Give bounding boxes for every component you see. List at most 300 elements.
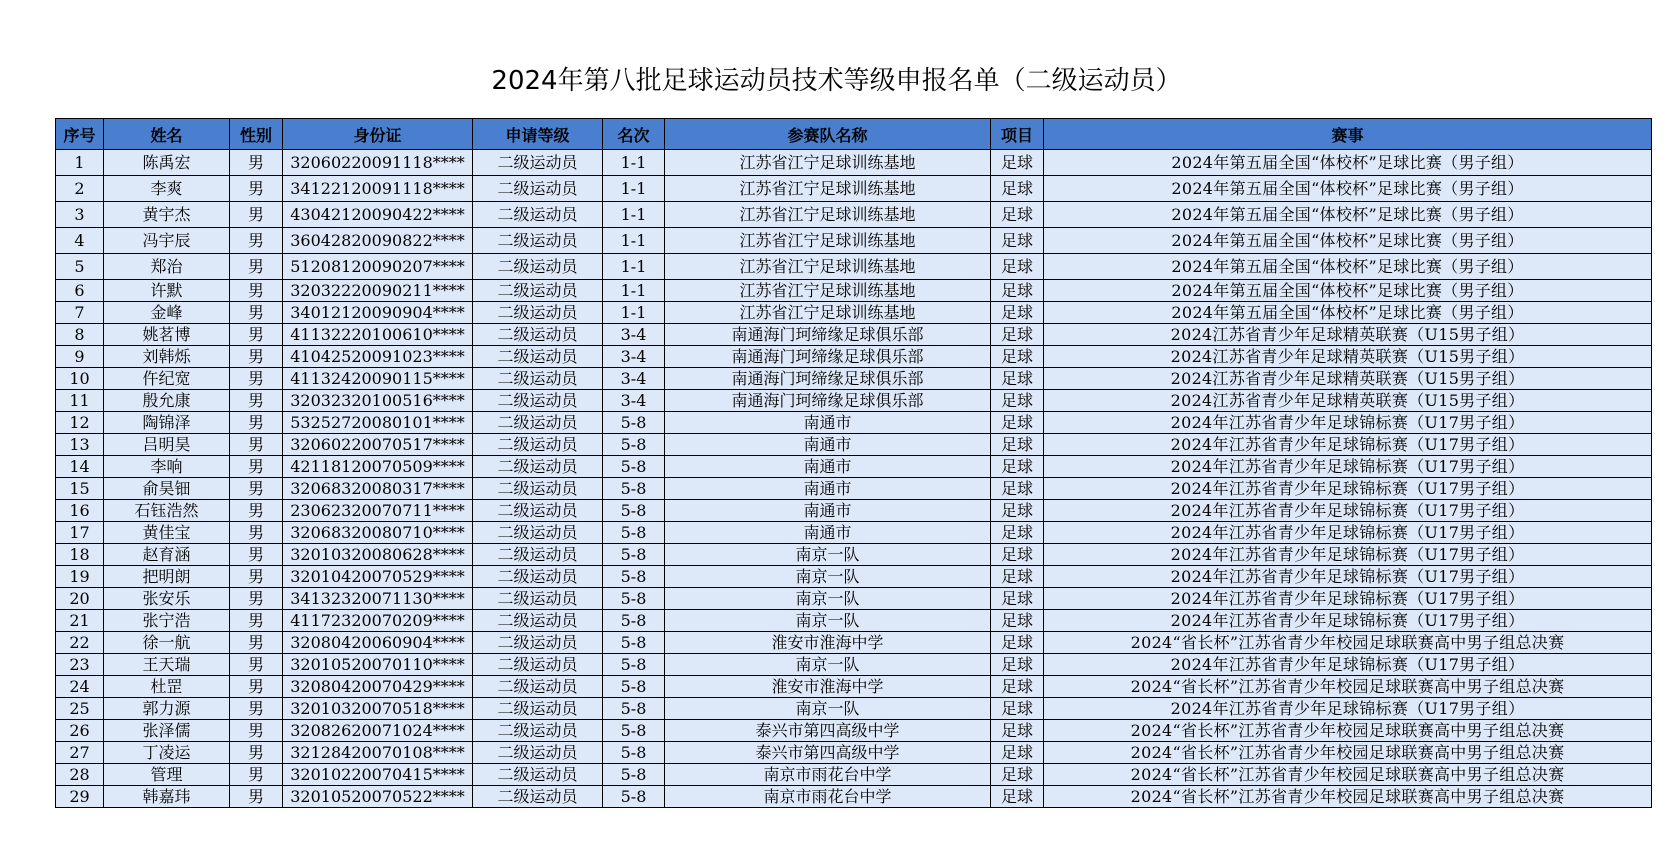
table-row (56, 228, 1652, 254)
cell-index: 3 (56, 202, 104, 228)
cell-rank: 5-8 (603, 654, 665, 676)
cell-event: 2024“省长杯”江苏省青少年校园足球联赛高中男子组总决赛 (1044, 786, 1652, 808)
cell-event: 2024年江苏省青少年足球锦标赛（U17男子组） (1044, 698, 1652, 720)
cell-level: 二级运动员 (473, 280, 603, 302)
cell-gender: 男 (230, 764, 283, 786)
cell-team: 南通市 (665, 500, 991, 522)
cell-name: 石钰浩然 (104, 500, 230, 522)
cell-gender: 男 (230, 280, 283, 302)
cell-team: 南通海门珂缔缘足球俱乐部 (665, 346, 991, 368)
cell-index: 7 (56, 302, 104, 324)
table-row (56, 302, 1652, 324)
cell-level: 二级运动员 (473, 566, 603, 588)
header-rank: 名次 (603, 119, 665, 150)
table-row (56, 150, 1652, 176)
cell-name: 张宁浩 (104, 610, 230, 632)
cell-team: 淮安市淮海中学 (665, 676, 991, 698)
table-row (56, 742, 1652, 764)
cell-sport: 足球 (991, 176, 1044, 202)
cell-name: 俞昊钿 (104, 478, 230, 500)
cell-sport: 足球 (991, 280, 1044, 302)
cell-event: 2024江苏省青少年足球精英联赛（U15男子组） (1044, 368, 1652, 390)
cell-index: 24 (56, 676, 104, 698)
cell-sport: 足球 (991, 346, 1044, 368)
cell-rank: 1-1 (603, 254, 665, 280)
cell-gender: 男 (230, 302, 283, 324)
cell-team: 南京市雨花台中学 (665, 764, 991, 786)
athlete-table (55, 118, 1652, 808)
cell-rank: 3-4 (603, 346, 665, 368)
cell-index: 21 (56, 610, 104, 632)
cell-gender: 男 (230, 566, 283, 588)
cell-name: 殷允康 (104, 390, 230, 412)
cell-name: 管理 (104, 764, 230, 786)
cell-index: 1 (56, 150, 104, 176)
table-row (56, 522, 1652, 544)
cell-level: 二级运动员 (473, 390, 603, 412)
cell-name: 黄宇杰 (104, 202, 230, 228)
cell-team: 南通海门珂缔缘足球俱乐部 (665, 324, 991, 346)
cell-rank: 5-8 (603, 456, 665, 478)
cell-sport: 足球 (991, 302, 1044, 324)
cell-event: 2024年第五届全国“体校杯”足球比赛（男子组） (1044, 176, 1652, 202)
table-row (56, 280, 1652, 302)
cell-name: 把明朗 (104, 566, 230, 588)
cell-gender: 男 (230, 176, 283, 202)
cell-gender: 男 (230, 228, 283, 254)
cell-sport: 足球 (991, 742, 1044, 764)
cell-gender: 男 (230, 632, 283, 654)
cell-name: 陈禹宏 (104, 150, 230, 176)
cell-event: 2024年江苏省青少年足球锦标赛（U17男子组） (1044, 456, 1652, 478)
cell-name: 郭力源 (104, 698, 230, 720)
table-row (56, 456, 1652, 478)
cell-name: 丁凌运 (104, 742, 230, 764)
cell-sport: 足球 (991, 456, 1044, 478)
cell-level: 二级运动员 (473, 522, 603, 544)
cell-rank: 5-8 (603, 720, 665, 742)
table-row (56, 720, 1652, 742)
cell-event: 2024年第五届全国“体校杯”足球比赛（男子组） (1044, 254, 1652, 280)
table-row (56, 610, 1652, 632)
cell-level: 二级运动员 (473, 478, 603, 500)
cell-event: 2024年江苏省青少年足球锦标赛（U17男子组） (1044, 610, 1652, 632)
cell-rank: 5-8 (603, 786, 665, 808)
cell-level: 二级运动员 (473, 720, 603, 742)
cell-team: 南京市雨花台中学 (665, 786, 991, 808)
cell-gender: 男 (230, 346, 283, 368)
cell-name: 李响 (104, 456, 230, 478)
cell-id-number: 43042120090422**** (283, 202, 473, 228)
header-event: 赛事 (1044, 119, 1652, 150)
cell-level: 二级运动员 (473, 412, 603, 434)
cell-gender: 男 (230, 412, 283, 434)
cell-rank: 5-8 (603, 764, 665, 786)
cell-event: 2024年江苏省青少年足球锦标赛（U17男子组） (1044, 654, 1652, 676)
cell-sport: 足球 (991, 202, 1044, 228)
cell-name: 杜罡 (104, 676, 230, 698)
cell-team: 南通市 (665, 456, 991, 478)
cell-level: 二级运动员 (473, 456, 603, 478)
cell-gender: 男 (230, 742, 283, 764)
cell-level: 二级运动员 (473, 610, 603, 632)
cell-rank: 1-1 (603, 176, 665, 202)
cell-gender: 男 (230, 720, 283, 742)
cell-name: 赵育涵 (104, 544, 230, 566)
cell-name: 仵纪宽 (104, 368, 230, 390)
cell-id-number: 32068320080317**** (283, 478, 473, 500)
cell-index: 18 (56, 544, 104, 566)
cell-event: 2024年江苏省青少年足球锦标赛（U17男子组） (1044, 588, 1652, 610)
cell-rank: 1-1 (603, 202, 665, 228)
cell-id-number: 32068320080710**** (283, 522, 473, 544)
cell-gender: 男 (230, 324, 283, 346)
cell-id-number: 32128420070108**** (283, 742, 473, 764)
cell-level: 二级运动员 (473, 632, 603, 654)
cell-event: 2024年江苏省青少年足球锦标赛（U17男子组） (1044, 500, 1652, 522)
cell-name: 李爽 (104, 176, 230, 202)
cell-name: 吕明昊 (104, 434, 230, 456)
cell-sport: 足球 (991, 654, 1044, 676)
table-row (56, 632, 1652, 654)
cell-id-number: 32060220070517**** (283, 434, 473, 456)
cell-team: 江苏省江宁足球训练基地 (665, 302, 991, 324)
cell-name: 姚茗博 (104, 324, 230, 346)
table-body (56, 150, 1652, 808)
cell-level: 二级运动员 (473, 368, 603, 390)
cell-rank: 5-8 (603, 522, 665, 544)
cell-event: 2024江苏省青少年足球精英联赛（U15男子组） (1044, 324, 1652, 346)
cell-rank: 5-8 (603, 676, 665, 698)
cell-sport: 足球 (991, 544, 1044, 566)
cell-event: 2024“省长杯”江苏省青少年校园足球联赛高中男子组总决赛 (1044, 720, 1652, 742)
cell-team: 江苏省江宁足球训练基地 (665, 280, 991, 302)
cell-level: 二级运动员 (473, 544, 603, 566)
cell-event: 2024“省长杯”江苏省青少年校园足球联赛高中男子组总决赛 (1044, 676, 1652, 698)
table-row (56, 412, 1652, 434)
cell-gender: 男 (230, 368, 283, 390)
cell-id-number: 32032320100516**** (283, 390, 473, 412)
cell-rank: 5-8 (603, 698, 665, 720)
cell-index: 20 (56, 588, 104, 610)
cell-gender: 男 (230, 544, 283, 566)
header-index: 序号 (56, 119, 104, 150)
table-row (56, 764, 1652, 786)
cell-id-number: 23062320070711**** (283, 500, 473, 522)
cell-gender: 男 (230, 202, 283, 228)
cell-level: 二级运动员 (473, 228, 603, 254)
cell-team: 南通市 (665, 412, 991, 434)
cell-name: 韩嘉玮 (104, 786, 230, 808)
cell-id-number: 41172320070209**** (283, 610, 473, 632)
cell-sport: 足球 (991, 228, 1044, 254)
cell-id-number: 36042820090822**** (283, 228, 473, 254)
header-gender: 性别 (230, 119, 283, 150)
cell-name: 陶锦泽 (104, 412, 230, 434)
table-row (56, 654, 1652, 676)
table-row (56, 202, 1652, 228)
table-row (56, 544, 1652, 566)
cell-gender: 男 (230, 456, 283, 478)
cell-event: 2024“省长杯”江苏省青少年校园足球联赛高中男子组总决赛 (1044, 742, 1652, 764)
table-row (56, 390, 1652, 412)
cell-name: 冯宇辰 (104, 228, 230, 254)
cell-gender: 男 (230, 478, 283, 500)
header-level: 申请等级 (473, 119, 603, 150)
cell-rank: 1-1 (603, 280, 665, 302)
cell-level: 二级运动员 (473, 588, 603, 610)
cell-name: 张泽儒 (104, 720, 230, 742)
cell-event: 2024年第五届全国“体校杯”足球比赛（男子组） (1044, 302, 1652, 324)
cell-event: 2024年江苏省青少年足球锦标赛（U17男子组） (1044, 522, 1652, 544)
table-row (56, 566, 1652, 588)
cell-level: 二级运动员 (473, 324, 603, 346)
cell-rank: 5-8 (603, 742, 665, 764)
cell-sport: 足球 (991, 764, 1044, 786)
cell-id-number: 53252720080101**** (283, 412, 473, 434)
cell-level: 二级运动员 (473, 764, 603, 786)
cell-level: 二级运动员 (473, 202, 603, 228)
cell-team: 南京一队 (665, 654, 991, 676)
cell-team: 泰兴市第四高级中学 (665, 742, 991, 764)
table-row (56, 676, 1652, 698)
cell-sport: 足球 (991, 368, 1044, 390)
cell-event: 2024年第五届全国“体校杯”足球比赛（男子组） (1044, 228, 1652, 254)
cell-id-number: 32010320080628**** (283, 544, 473, 566)
cell-event: 2024年江苏省青少年足球锦标赛（U17男子组） (1044, 434, 1652, 456)
cell-sport: 足球 (991, 720, 1044, 742)
table-row (56, 254, 1652, 280)
cell-id-number: 34132320071130**** (283, 588, 473, 610)
cell-sport: 足球 (991, 150, 1044, 176)
cell-index: 15 (56, 478, 104, 500)
cell-id-number: 32010220070415**** (283, 764, 473, 786)
table-row (56, 434, 1652, 456)
cell-level: 二级运动员 (473, 698, 603, 720)
header-id-number: 身份证 (283, 119, 473, 150)
cell-team: 南通海门珂缔缘足球俱乐部 (665, 368, 991, 390)
cell-id-number: 32060220091118**** (283, 150, 473, 176)
cell-team: 淮安市淮海中学 (665, 632, 991, 654)
cell-event: 2024“省长杯”江苏省青少年校园足球联赛高中男子组总决赛 (1044, 632, 1652, 654)
cell-id-number: 34122120091118**** (283, 176, 473, 202)
cell-gender: 男 (230, 610, 283, 632)
cell-name: 张安乐 (104, 588, 230, 610)
cell-gender: 男 (230, 698, 283, 720)
cell-gender: 男 (230, 676, 283, 698)
cell-rank: 3-4 (603, 390, 665, 412)
header-team: 参赛队名称 (665, 119, 991, 150)
cell-level: 二级运动员 (473, 742, 603, 764)
cell-index: 4 (56, 228, 104, 254)
cell-index: 25 (56, 698, 104, 720)
cell-level: 二级运动员 (473, 500, 603, 522)
table-header-row (56, 119, 1652, 150)
cell-team: 南京一队 (665, 698, 991, 720)
cell-sport: 足球 (991, 478, 1044, 500)
cell-index: 5 (56, 254, 104, 280)
cell-team: 江苏省江宁足球训练基地 (665, 202, 991, 228)
cell-index: 11 (56, 390, 104, 412)
cell-index: 29 (56, 786, 104, 808)
cell-rank: 5-8 (603, 544, 665, 566)
cell-index: 17 (56, 522, 104, 544)
cell-sport: 足球 (991, 412, 1044, 434)
cell-name: 郑治 (104, 254, 230, 280)
cell-team: 南通海门珂缔缘足球俱乐部 (665, 390, 991, 412)
cell-rank: 5-8 (603, 566, 665, 588)
cell-index: 9 (56, 346, 104, 368)
cell-rank: 5-8 (603, 500, 665, 522)
cell-id-number: 32080420070429**** (283, 676, 473, 698)
cell-level: 二级运动员 (473, 302, 603, 324)
table-row (56, 500, 1652, 522)
cell-team: 南通市 (665, 522, 991, 544)
cell-rank: 3-4 (603, 368, 665, 390)
cell-sport: 足球 (991, 324, 1044, 346)
cell-team: 南通市 (665, 478, 991, 500)
cell-id-number: 51208120090207**** (283, 254, 473, 280)
cell-sport: 足球 (991, 698, 1044, 720)
cell-rank: 1-1 (603, 228, 665, 254)
cell-index: 12 (56, 412, 104, 434)
cell-gender: 男 (230, 522, 283, 544)
cell-name: 金峰 (104, 302, 230, 324)
cell-rank: 5-8 (603, 412, 665, 434)
cell-id-number: 32082620071024**** (283, 720, 473, 742)
cell-rank: 1-1 (603, 302, 665, 324)
cell-event: 2024年第五届全国“体校杯”足球比赛（男子组） (1044, 280, 1652, 302)
cell-sport: 足球 (991, 786, 1044, 808)
table-row (56, 786, 1652, 808)
cell-id-number: 32080420060904**** (283, 632, 473, 654)
cell-level: 二级运动员 (473, 346, 603, 368)
cell-sport: 足球 (991, 610, 1044, 632)
table-row (56, 368, 1652, 390)
cell-gender: 男 (230, 786, 283, 808)
cell-gender: 男 (230, 654, 283, 676)
cell-level: 二级运动员 (473, 676, 603, 698)
cell-sport: 足球 (991, 434, 1044, 456)
table-row (56, 346, 1652, 368)
cell-rank: 5-8 (603, 434, 665, 456)
cell-team: 江苏省江宁足球训练基地 (665, 254, 991, 280)
cell-rank: 5-8 (603, 478, 665, 500)
cell-index: 10 (56, 368, 104, 390)
cell-name: 黄佳宝 (104, 522, 230, 544)
table-row (56, 478, 1652, 500)
cell-level: 二级运动员 (473, 254, 603, 280)
cell-index: 22 (56, 632, 104, 654)
cell-index: 28 (56, 764, 104, 786)
cell-event: 2024年江苏省青少年足球锦标赛（U17男子组） (1044, 566, 1652, 588)
cell-sport: 足球 (991, 676, 1044, 698)
cell-index: 23 (56, 654, 104, 676)
cell-rank: 1-1 (603, 150, 665, 176)
cell-event: 2024江苏省青少年足球精英联赛（U15男子组） (1044, 346, 1652, 368)
cell-team: 江苏省江宁足球训练基地 (665, 176, 991, 202)
cell-index: 14 (56, 456, 104, 478)
table-row (56, 588, 1652, 610)
cell-id-number: 34012120090904**** (283, 302, 473, 324)
cell-level: 二级运动员 (473, 786, 603, 808)
cell-team: 江苏省江宁足球训练基地 (665, 150, 991, 176)
cell-sport: 足球 (991, 390, 1044, 412)
cell-name: 王天瑞 (104, 654, 230, 676)
cell-team: 泰兴市第四高级中学 (665, 720, 991, 742)
cell-event: 2024年江苏省青少年足球锦标赛（U17男子组） (1044, 412, 1652, 434)
cell-gender: 男 (230, 588, 283, 610)
cell-team: 南京一队 (665, 588, 991, 610)
cell-id-number: 32010520070522**** (283, 786, 473, 808)
cell-id-number: 32010420070529**** (283, 566, 473, 588)
table-row (56, 324, 1652, 346)
cell-index: 13 (56, 434, 104, 456)
cell-gender: 男 (230, 150, 283, 176)
cell-team: 南京一队 (665, 544, 991, 566)
cell-level: 二级运动员 (473, 654, 603, 676)
cell-sport: 足球 (991, 588, 1044, 610)
cell-level: 二级运动员 (473, 150, 603, 176)
cell-index: 26 (56, 720, 104, 742)
cell-name: 许默 (104, 280, 230, 302)
cell-sport: 足球 (991, 522, 1044, 544)
cell-sport: 足球 (991, 566, 1044, 588)
cell-index: 2 (56, 176, 104, 202)
cell-event: 2024年第五届全国“体校杯”足球比赛（男子组） (1044, 150, 1652, 176)
cell-index: 19 (56, 566, 104, 588)
cell-id-number: 41042520091023**** (283, 346, 473, 368)
cell-name: 徐一航 (104, 632, 230, 654)
cell-index: 16 (56, 500, 104, 522)
cell-rank: 5-8 (603, 610, 665, 632)
cell-index: 27 (56, 742, 104, 764)
cell-event: 2024年江苏省青少年足球锦标赛（U17男子组） (1044, 544, 1652, 566)
cell-event: 2024年江苏省青少年足球锦标赛（U17男子组） (1044, 478, 1652, 500)
cell-team: 南京一队 (665, 566, 991, 588)
cell-id-number: 32010520070110**** (283, 654, 473, 676)
cell-event: 2024“省长杯”江苏省青少年校园足球联赛高中男子组总决赛 (1044, 764, 1652, 786)
page-title: 2024年第八批足球运动员技术等级申报名单（二级运动员） (491, 66, 1182, 96)
cell-id-number: 42118120070509**** (283, 456, 473, 478)
cell-level: 二级运动员 (473, 176, 603, 202)
cell-event: 2024江苏省青少年足球精英联赛（U15男子组） (1044, 390, 1652, 412)
cell-event: 2024年第五届全国“体校杯”足球比赛（男子组） (1044, 202, 1652, 228)
cell-rank: 5-8 (603, 588, 665, 610)
header-sport: 项目 (991, 119, 1044, 150)
cell-sport: 足球 (991, 254, 1044, 280)
cell-team: 南京一队 (665, 610, 991, 632)
cell-sport: 足球 (991, 632, 1044, 654)
cell-index: 8 (56, 324, 104, 346)
table-row (56, 176, 1652, 202)
cell-name: 刘韩烁 (104, 346, 230, 368)
cell-level: 二级运动员 (473, 434, 603, 456)
cell-gender: 男 (230, 434, 283, 456)
cell-id-number: 41132220100610**** (283, 324, 473, 346)
cell-sport: 足球 (991, 500, 1044, 522)
cell-gender: 男 (230, 390, 283, 412)
table-row (56, 698, 1652, 720)
cell-id-number: 32010320070518**** (283, 698, 473, 720)
cell-rank: 5-8 (603, 632, 665, 654)
cell-id-number: 32032220090211**** (283, 280, 473, 302)
cell-id-number: 41132420090115**** (283, 368, 473, 390)
cell-rank: 3-4 (603, 324, 665, 346)
cell-gender: 男 (230, 500, 283, 522)
cell-team: 江苏省江宁足球训练基地 (665, 228, 991, 254)
cell-index: 6 (56, 280, 104, 302)
